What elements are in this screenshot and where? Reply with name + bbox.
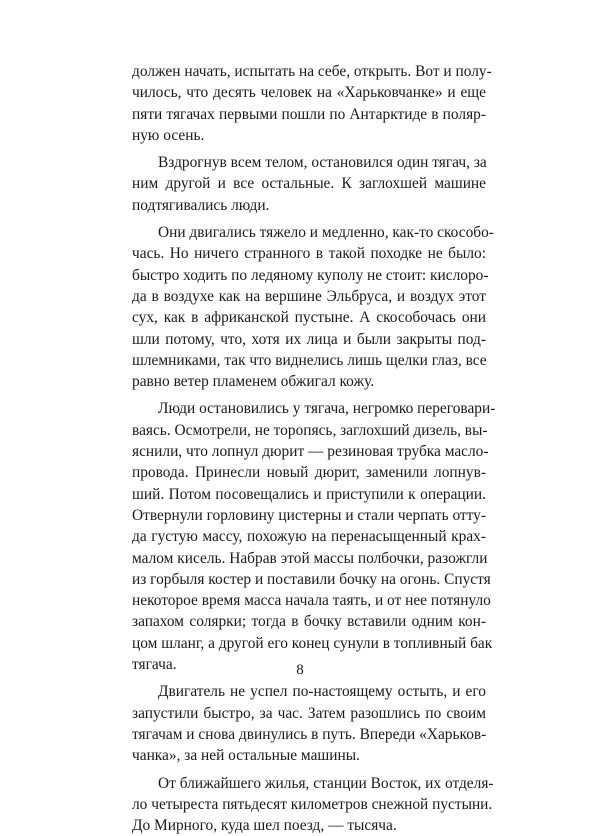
text-line: из горбыля костер и поставили бочку на огонь. Спустя [132, 569, 486, 590]
text-line: пяти тягачах первыми пошли по Антарктиде в поляр- [132, 104, 486, 125]
paragraph [132, 681, 486, 766]
text-line: До Мирного, куда шел поезд, — тысяча. [132, 815, 486, 836]
text-line: сух, как в африканской пустыне. А скособочась они [132, 307, 486, 328]
text-line: ним другой и все остальные. К заглохшей машине [132, 173, 486, 194]
text-line: чась. Но ничего странного в такой походке не было: [132, 243, 486, 264]
text-line: ло четыреста пятьдесят километров снежной пустыни. [132, 794, 486, 815]
text-line: равно ветер пламенем обжигал кожу. [132, 371, 486, 392]
text-line: запахом солярки; тогда в бочку вставили одним кон- [132, 611, 486, 632]
text-line: Люди остановились у тягача, негромко переговари- [132, 398, 486, 419]
paragraph [132, 222, 486, 392]
text-line: некоторое время масса начала таять, и от нее потянуло [132, 590, 486, 611]
paragraph [132, 773, 486, 836]
text-line: ший. Потом посовещались и приступили к операции. [132, 484, 486, 505]
paragraph [132, 398, 486, 675]
text-line: ную осень. [132, 125, 486, 146]
text-line: шли потому, что, хотя их лица и были закрыты под- [132, 329, 486, 350]
text-line: чанка», за ней остальные машины. [132, 745, 486, 766]
text-line: да густую массу, похожую на перенасыщенный крах- [132, 526, 486, 547]
paragraph [132, 61, 486, 146]
text-line: тягачам и снова двинулись в путь. Впереди «Харьков- [132, 724, 486, 745]
body-text [132, 61, 486, 836]
text-line: чилось, что десять человек на «Харьковчанке» и еще [132, 82, 486, 103]
text-line: должен начать, испытать на себе, открыть. Вот и полу- [132, 61, 486, 82]
text-line: провода. Принесли новый дюрит, заменили лопнув- [132, 462, 486, 483]
text-line: да в воздухе как на вершине Эльбруса, и воздух этот [132, 286, 486, 307]
text-line: цом шланг, а другой его конец сунули в топливный бак [132, 633, 486, 654]
paragraph [132, 152, 486, 216]
text-line: шлемниками, так что виднелись лишь щелки глаз, все [132, 350, 486, 371]
text-line: яснили, что лопнул дюрит — резиновая трубка масло- [132, 441, 486, 462]
text-line: От ближайшего жилья, станции Восток, их отделя- [132, 773, 486, 794]
text-line: Отвернули горловину цистерны и стали черпать отту- [132, 505, 486, 526]
text-line: запустили быстро, за час. Затем разошлись по своим [132, 703, 486, 724]
text-line: Двигатель не успел по-настоящему остыть, и его [132, 681, 486, 702]
text-line: подтягивались люди. [132, 195, 486, 216]
text-line: тягача. [132, 654, 486, 675]
page-number: 8 [0, 662, 600, 679]
text-line: Они двигались тяжело и медленно, как-то скособо- [132, 222, 486, 243]
text-line: Вздрогнув всем телом, остановился один тягач, за [132, 152, 486, 173]
text-line: ваясь. Осмотрели, не торопясь, заглохший дизель, вы- [132, 420, 486, 441]
text-line: малом кисель. Набрав этой массы полбочки, разожгли [132, 548, 486, 569]
text-line: быстро ходить по ледяному куполу не стоит: кислоро- [132, 265, 486, 286]
